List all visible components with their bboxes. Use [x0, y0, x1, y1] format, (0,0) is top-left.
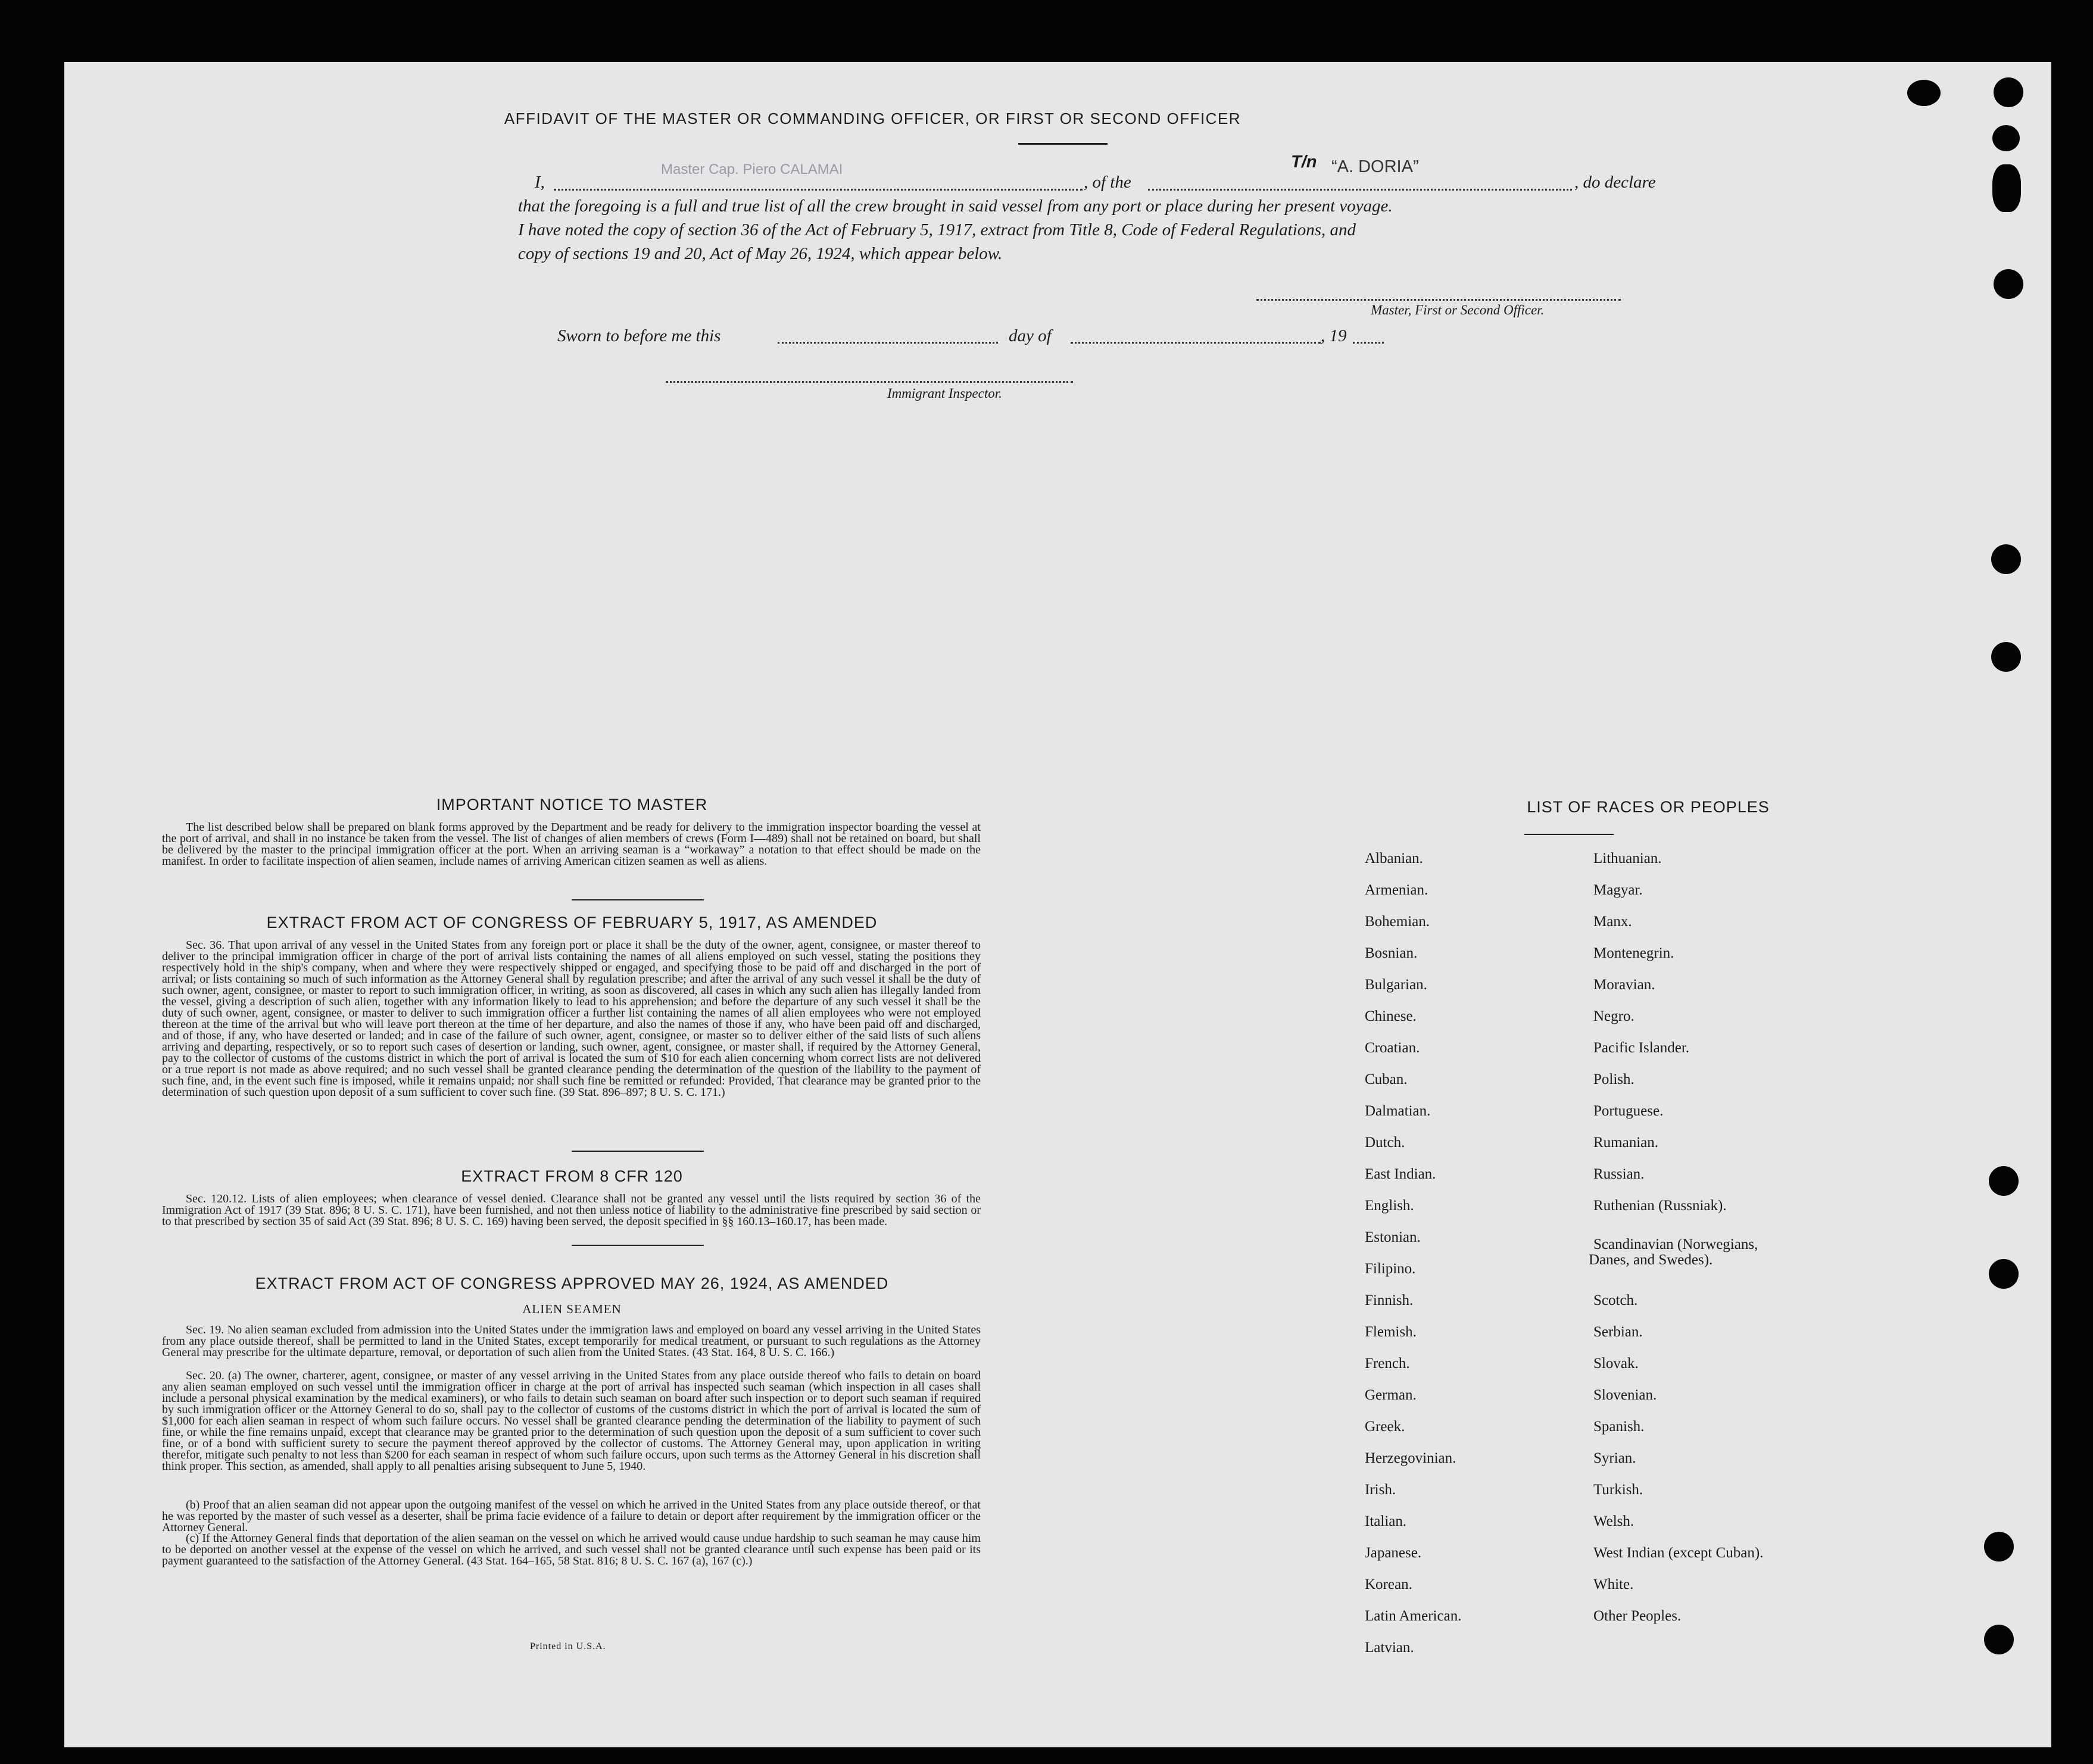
extract-cfr-body: Sec. 120.12. Lists of alien employees; when clearance of vessel denied. Clearance shall not be granted any vessel until the lists required by section 36 of the Immigration Act of 1917 (39 Stat. 896; 8 U. S. C. 171), have been furnished, and not then unless notice of liability to the administrative fine prescribed by said section or to that prescribed by section 35 of said Act (39 Stat. 896; 8 U. S. C. 169) having been served, the deposit specified in §§ 160.13–160.17, has been made.: [162, 1192, 981, 1228]
race-item: Moravian.: [1593, 977, 1655, 993]
extract-cfr-title: EXTRACT FROM 8 CFR 120: [461, 1167, 683, 1185]
extract-1924-sec19: Sec. 19. No alien seaman excluded from admission into the United States under the immigration laws and employed on board any vessel arriving in the United States from any place outside thereof, shall be permitted to land in the United States, except temporarily for medical treatment, or pursuant to such regulations as the Attorney General may prescribe for the ultimate departure, removal, or deportation of such alien from the United States. (43 Stat. 164, 8 U. S. C. 166.): [162, 1323, 981, 1359]
race-item: Turkish.: [1593, 1482, 1643, 1498]
race-item: Dutch.: [1365, 1135, 1405, 1151]
vessel-name-field[interactable]: [1148, 189, 1572, 191]
affidavit-line-3: I have noted the copy of section 36 of the Act of February 5, 1917, extract from Title 8, Code of Federal Regulations, and: [518, 220, 1356, 239]
race-item: Rumanian.: [1593, 1135, 1659, 1151]
race-item: Bohemian.: [1365, 914, 1430, 930]
race-item: Other Peoples.: [1593, 1608, 1682, 1624]
punch-hole: [1984, 1532, 2014, 1562]
punch-hole: [1992, 164, 2021, 212]
race-item: French.: [1365, 1355, 1410, 1372]
race-item: Korean.: [1365, 1576, 1412, 1592]
punch-hole: [1994, 77, 2023, 107]
master-name-value: Master Cap. Piero CALAMAI: [661, 161, 843, 177]
race-item: Danes, and Swedes).: [1589, 1252, 1713, 1268]
race-item: Manx.: [1593, 914, 1632, 930]
do-declare-label: , do declare: [1574, 173, 1656, 192]
i-label: I,: [535, 173, 545, 192]
race-item: Filipino.: [1365, 1261, 1416, 1277]
race-item: Estonian.: [1365, 1229, 1421, 1245]
race-item: Cuban.: [1365, 1071, 1408, 1087]
race-item: West Indian (except Cuban).: [1593, 1545, 1764, 1561]
inspector-caption: Immigrant Inspector.: [887, 386, 1002, 401]
race-item: German.: [1365, 1387, 1417, 1403]
punch-hole: [1991, 544, 2021, 574]
extract-1924-sec20b: (b) Proof that an alien seaman did not appear upon the outgoing manifest of the vessel on which he arrived in the United States from any place outside thereof, or that he was reported by the master of such vessel as a deserter, shall be prima facie evidence of a failure to detain or deport after requirement by the immigration officer or the Attorney General.: [162, 1498, 981, 1534]
race-item: Magyar.: [1593, 882, 1643, 898]
printed-in-usa: Printed in U.S.A.: [530, 1641, 606, 1651]
race-item: Italian.: [1365, 1513, 1407, 1529]
race-item: Lithuanian.: [1593, 850, 1662, 867]
race-item: Scotch.: [1593, 1292, 1638, 1308]
race-item: Pacific Islander.: [1593, 1040, 1690, 1056]
extract-1917-rule: [572, 1151, 704, 1152]
race-item: Scandinavian (Norwegians,: [1593, 1236, 1758, 1252]
race-item: Syrian.: [1593, 1450, 1636, 1466]
race-item: Slovenian.: [1593, 1387, 1657, 1403]
sworn-year-field[interactable]: [1353, 342, 1384, 344]
punch-hole: [1989, 1259, 2019, 1289]
race-item: Herzegovinian.: [1365, 1450, 1456, 1466]
master-name-field[interactable]: [554, 189, 1083, 191]
punch-hole: [1991, 642, 2021, 672]
vessel-name-value: “A. DORIA”: [1331, 157, 1419, 176]
master-signature-line[interactable]: [1256, 299, 1621, 301]
signature-caption: Master, First or Second Officer.: [1371, 303, 1545, 317]
race-item: Chinese.: [1365, 1008, 1417, 1024]
of-the-label: , of the: [1084, 173, 1131, 192]
race-item: Armenian.: [1365, 882, 1428, 898]
race-item: Ruthenian (Russniak).: [1593, 1198, 1727, 1214]
races-rule: [1524, 834, 1614, 835]
races-title: LIST OF RACES OR PEOPLES: [1527, 798, 1770, 816]
punch-hole: [1994, 269, 2023, 299]
extract-1924-subtitle: ALIEN SEAMEN: [522, 1302, 622, 1316]
race-item: East Indian.: [1365, 1166, 1436, 1182]
affidavit-line-4: copy of sections 19 and 20, Act of May 26, 1924, which appear below.: [518, 244, 1003, 263]
race-item: Polish.: [1593, 1071, 1635, 1087]
notice-rule: [572, 899, 704, 900]
race-item: Latin American.: [1365, 1608, 1462, 1624]
affidavit-line-2: that the foregoing is a full and true list of all the crew brought in said vessel from any port or place during her present voyage.: [518, 197, 1393, 216]
document-page: [64, 62, 2051, 1747]
race-item: Croatian.: [1365, 1040, 1420, 1056]
race-item: Dalmatian.: [1365, 1103, 1431, 1119]
punch-hole: [1992, 125, 2020, 151]
punch-hole: [1989, 1166, 2019, 1196]
race-item: Spanish.: [1593, 1419, 1645, 1435]
extract-1917-title: EXTRACT FROM ACT OF CONGRESS OF FEBRUARY 5, 1917, AS AMENDED: [266, 914, 878, 931]
extract-1917-body: Sec. 36. That upon arrival of any vessel in the United States from any foreign port or place it shall be the duty of the owner, agent, consignee, or master thereof to deliver to the principal immigration officer in charge of the port of arrival lists containing the names of all aliens employed on such vessel, stating the positions they respectively hold in the ship's company, when and where they were respectively shipped or engaged, and specifying those to be paid off and discharged in the port of arrival; or lists containing so much of such information as the Attorney General shall by regulation prescribe; and after the arrival of any such vessel it shall be the duty of such owner, agent, consignee, or master to report to such immigration officer, in writing, as soon as discovered, all cases in which any such alien has illegally landed from the vessel, giving a description of such alien, together with any information likely to lead to his apprehension; and before the departure of any such vessel it shall be the duty of such owner, agent, consignee, or master to deliver to such immigration officer a further list containing the names of all alien employees who were not employed thereon at the time of the arrival but who will leave port thereon at the time of her departure, and also the names of those if any, who have been paid off and discharged, and of those, if any, who have deserted or landed; and in case of the failure of such owner, agent, consignee, or master so to deliver either of the said lists of such aliens arriving and departing, respectively, or so to report such cases of desertion or landing, such owner, agent, consignee, or master shall, if required by the Attorney General, pay to the collector of customs of the customs district in which the port of arrival is located the sum of $10 for each alien concerning whom correct lists are not delivered or a true report is not made as above required; and no such vessel shall be granted clearance pending the determination of the question of the liability to the payment of such fine, and, in the event such fine is imposed, while it remains unpaid; nor shall such fine be remitted or refunded: Provided, That clearance may be granted prior to the determination of such question upon deposit of a sum sufficient to cover such fine. (39 Stat. 896–897; 8 U. S. C. 171.): [162, 939, 981, 1099]
extract-1924-sec20c: (c) If the Attorney General finds that deportation of the alien seaman on the vessel on which he arrived would cause undue hardship to such seaman he may cause him to be deported on another vessel at the expense of the vessel on which he arrived, and such vessel shall not be granted clearance until such expense has been paid or its payment guaranteed to the satisfaction of the Attorney General. (43 Stat. 164–165, 58 Stat. 816; 8 U. S. C. 167 (a), 167 (c).): [162, 1532, 981, 1567]
vessel-prefix: T/n: [1291, 152, 1317, 172]
punch-hole: [1907, 80, 1941, 106]
race-item: Finnish.: [1365, 1292, 1414, 1308]
race-item: Slovak.: [1593, 1355, 1639, 1372]
race-item: White.: [1593, 1576, 1634, 1592]
notice-body: The list described below shall be prepared on blank forms approved by the Department and be ready for delivery to the immigration inspector boarding the vessel at the port of arrival, and shall in no instance be taken from the vessel. The list of changes of alien members of crews (Form I—489) shall not be retained on board, but shall be delivered by the master to the principal immigration officer at the port. When an arriving seaman is a “workaway” a notation to that effect should be made on the manifest. In order to facilitate inspection of alien seamen, include names of arriving American citizen seamen as well as aliens.: [162, 821, 981, 868]
sworn-day-field[interactable]: [778, 342, 998, 344]
notice-title: IMPORTANT NOTICE TO MASTER: [436, 796, 708, 814]
punch-hole: [1984, 1625, 2014, 1654]
race-item: Negro.: [1593, 1008, 1635, 1024]
race-item: Bulgarian.: [1365, 977, 1427, 993]
sworn-label: Sworn to before me this: [557, 326, 721, 345]
race-item: Greek.: [1365, 1419, 1405, 1435]
year-prefix: , 19: [1321, 326, 1347, 345]
race-item: Welsh.: [1593, 1513, 1635, 1529]
affidavit-title: AFFIDAVIT OF THE MASTER OR COMMANDING OFFICER, OR FIRST OR SECOND OFFICER: [504, 110, 1242, 127]
race-item: Japanese.: [1365, 1545, 1422, 1561]
race-item: Irish.: [1365, 1482, 1396, 1498]
race-item: Portuguese.: [1593, 1103, 1664, 1119]
race-item: Albanian.: [1365, 850, 1423, 867]
race-item: Russian.: [1593, 1166, 1645, 1182]
race-item: Latvian.: [1365, 1640, 1414, 1656]
race-item: Montenegrin.: [1593, 945, 1674, 961]
day-of-label: day of: [1009, 326, 1052, 345]
race-item: Flemish.: [1365, 1324, 1417, 1340]
title-rule: [1018, 143, 1108, 145]
extract-cfr-rule: [572, 1245, 704, 1246]
extract-1924-title: EXTRACT FROM ACT OF CONGRESS APPROVED MAY 26, 1924, AS AMENDED: [255, 1274, 889, 1292]
race-item: English.: [1365, 1198, 1414, 1214]
extract-1924-sec20a: Sec. 20. (a) The owner, charterer, agent, consignee, or master of any vessel arriving in the United States from any place outside thereof who fails to detain on board any alien seaman employed on such vessel until the immigration officer in charge at the port of arrival has inspected such seaman (which inspection in all cases shall include a personal physical examination by the medical examiners), or who fails to detain such seaman on board after such inspection or to deport such seaman if required by such immigration officer or the Attorney General to do so, shall pay to the collector of customs of the customs district in which the port of arrival is located the sum of $1,000 for each alien seaman in respect of whom such failure occurs. No vessel shall be granted clearance pending the determination of the liability to payment of such fine, or while the fine remains unpaid, except that clearance may be granted prior to the determination of such question upon the deposit of a sum sufficient to cover such fine, or of a bond with sufficient surety to secure the payment thereof approved by the collector of customs. The Attorney General may, upon application in writing therefor, mitigate such penalty to not less than $200 for each seaman in respect of whom such failure occurs, upon such terms as the Attorney General in his discretion shall think proper. This section, as amended, shall apply to all penalties arising subsequent to June 5, 1940.: [162, 1369, 981, 1473]
inspector-signature-line[interactable]: [666, 381, 1073, 383]
race-item: Serbian.: [1593, 1324, 1643, 1340]
sworn-month-field[interactable]: [1071, 342, 1321, 344]
race-item: Bosnian.: [1365, 945, 1418, 961]
